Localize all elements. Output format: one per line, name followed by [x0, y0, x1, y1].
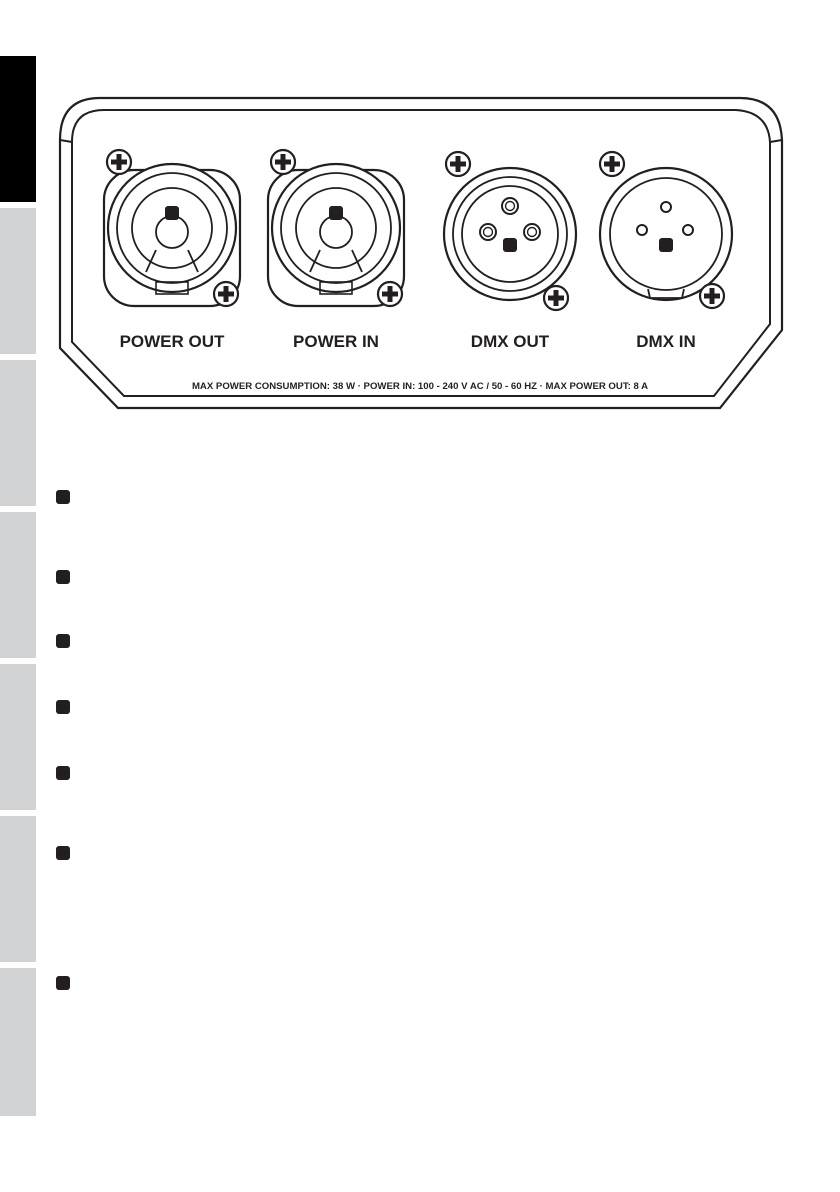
label-power-out: POWER OUT — [119, 332, 225, 351]
marker-2 — [56, 570, 70, 584]
marker-7 — [56, 976, 70, 990]
marker-4 — [56, 700, 70, 714]
marker-3 — [56, 634, 70, 648]
dmx-out-connector — [444, 168, 576, 300]
dmx-in-connector — [600, 168, 732, 300]
marker-6 — [56, 846, 70, 860]
label-dmx-in: DMX IN — [636, 332, 696, 351]
label-power-in: POWER IN — [293, 332, 379, 351]
side-tab-7[interactable] — [0, 968, 36, 1116]
connector-panel-illustration — [0, 0, 840, 420]
label-dmx-out: DMX OUT — [470, 332, 550, 351]
side-tab-6[interactable] — [0, 816, 36, 962]
marker-5 — [56, 766, 70, 780]
marker-1 — [56, 490, 70, 504]
specs-line: MAX POWER CONSUMPTION: 38 W · POWER IN: 100 - 240 V AC / 50 - 60 HZ · MAX POWER OUT: 8 A — [191, 381, 649, 392]
side-tab-4[interactable] — [0, 512, 36, 658]
side-tab-5[interactable] — [0, 664, 36, 810]
